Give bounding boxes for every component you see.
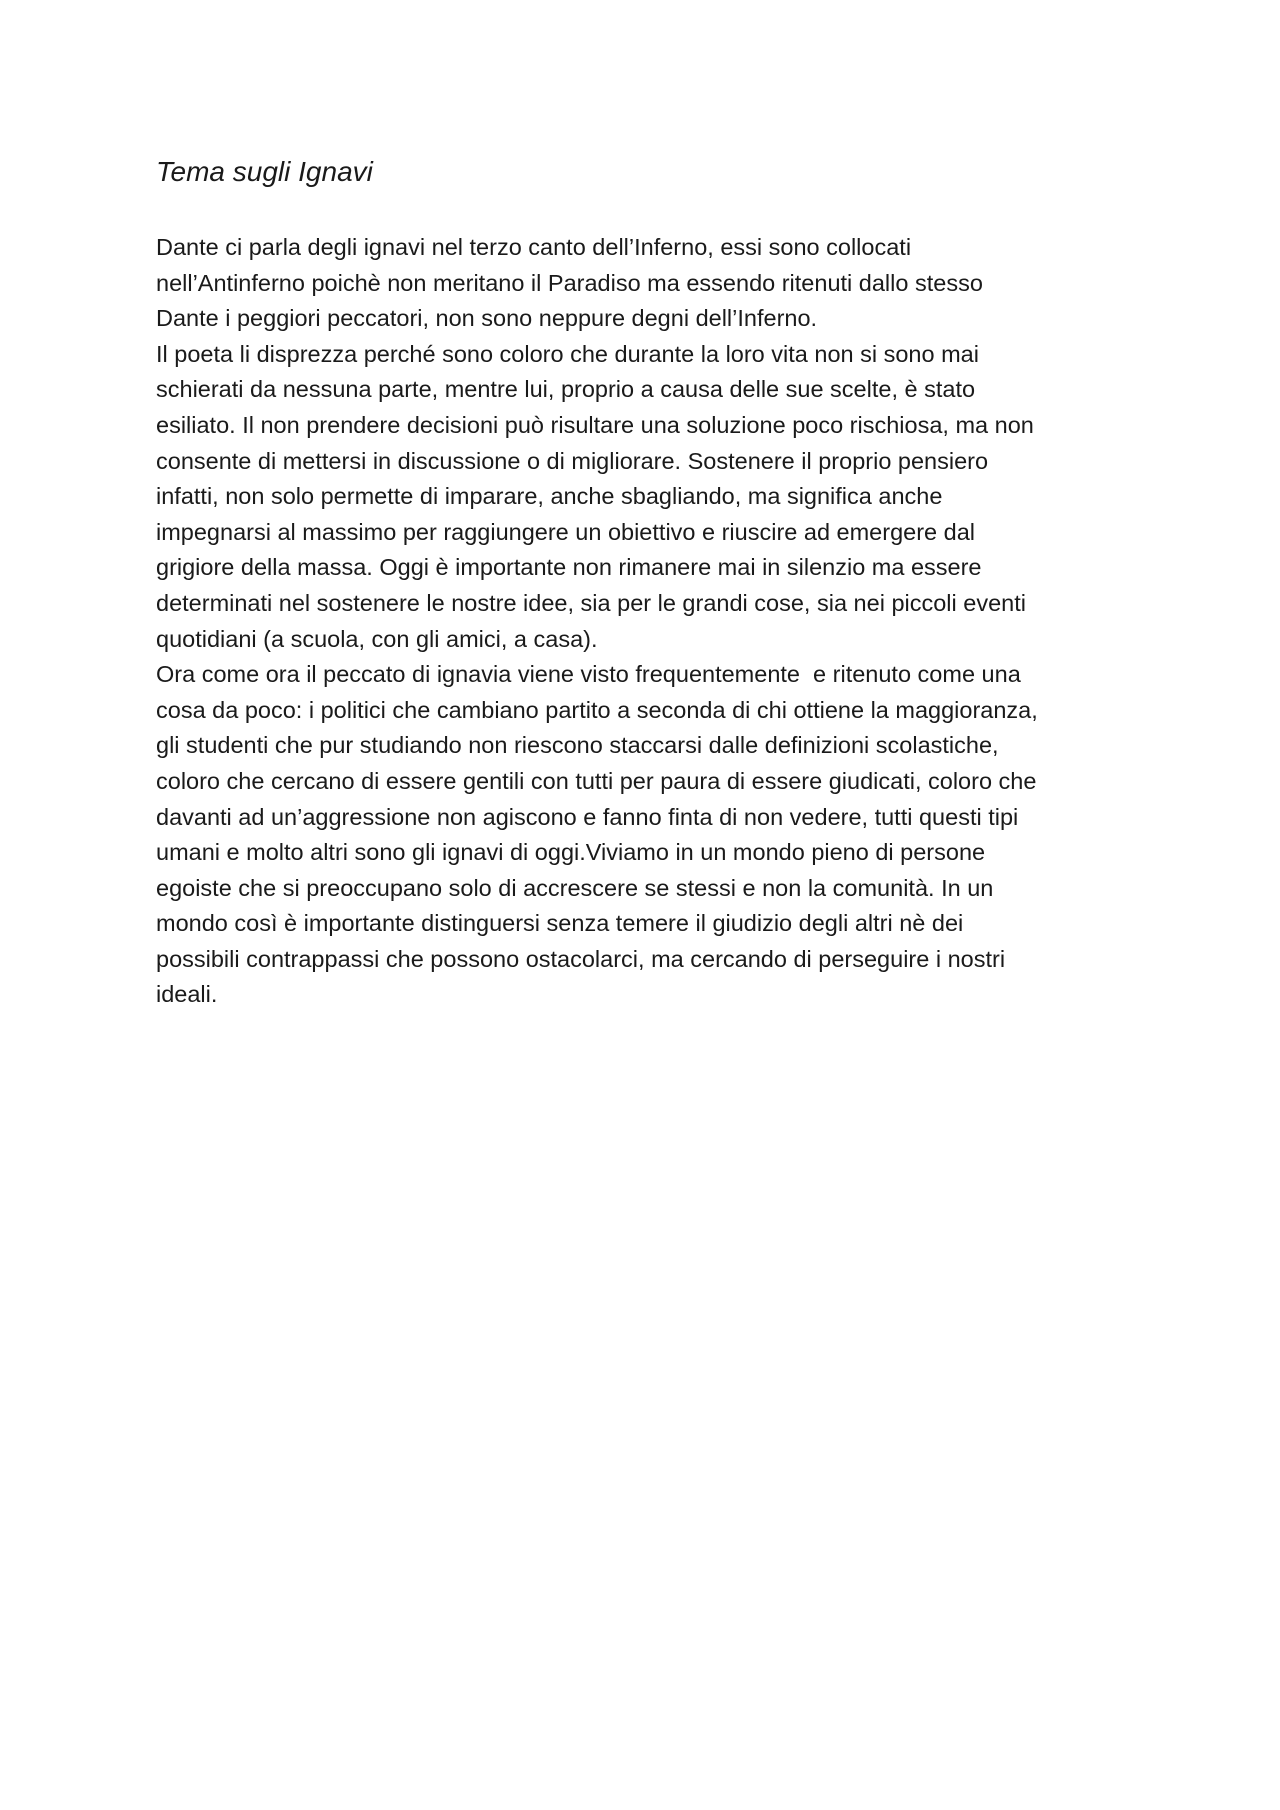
text-line: schierati da nessuna parte, mentre lui, proprio a causa delle sue scelte, è stato xyxy=(156,376,976,403)
text-line: gli studenti che pur studiando non riescono staccarsi dalle definizioni scolastiche, xyxy=(156,732,999,759)
text-line: nell’Antinferno poichè non meritano il Paradiso ma essendo ritenuti dallo stesso xyxy=(156,269,983,296)
text-line: Ora come ora il peccato di ignavia viene visto frequentemente e ritenuto come una xyxy=(156,661,1021,688)
text-line: possibili contrappassi che possono ostacolarci, ma cercando di perseguire i nostri xyxy=(156,945,1006,972)
document-body xyxy=(156,230,1156,1013)
text-line: grigiore della massa. Oggi è importante non rimanere mai in silenzio ma essere xyxy=(156,554,982,581)
text-line: impegnarsi al massimo per raggiungere un obiettivo e riuscire ad emergere dal xyxy=(156,518,976,545)
text-line: Dante ci parla degli ignavi nel terzo canto dell’Inferno, essi sono collocati xyxy=(156,234,912,260)
text-line: ideali. xyxy=(156,981,218,1008)
text-line: determinati nel sostenere le nostre idee, sia per le grandi cose, sia nei piccoli eventi xyxy=(156,589,1026,616)
text-line: esiliato. Il non prendere decisioni può risultare una soluzione poco rischiosa, ma non xyxy=(156,411,1034,438)
text-line: mondo così è importante distinguersi senza temere il giudizio degli altri nè dei xyxy=(156,910,964,937)
text-line: Dante i peggiori peccatori, non sono neppure degni dell’Inferno. xyxy=(156,305,818,332)
document-title: Tema sugli Ignavi xyxy=(156,156,373,187)
text-line: infatti, non solo permette di imparare, anche sbagliando, ma significa anche xyxy=(156,483,943,510)
text-line: quotidiani (a scuola, con gli amici, a casa). xyxy=(156,625,598,652)
text-line: consente di mettersi in discussione o di migliorare. Sostenere il proprio pensiero xyxy=(156,447,989,474)
text-line: egoiste che si preoccupano solo di accrescere se stessi e non la comunità. In un xyxy=(156,874,994,901)
text-line: coloro che cercano di essere gentili con tutti per paura di essere giudicati, coloro che xyxy=(156,767,1037,794)
text-line: umani e molto altri sono gli ignavi di oggi.Viviamo in un mondo pieno di persone xyxy=(156,839,986,866)
text-line: Il poeta li disprezza perché sono coloro che durante la loro vita non si sono mai xyxy=(156,340,979,367)
text-line: cosa da poco: i politici che cambiano partito a seconda di chi ottiene la maggioranza, xyxy=(156,696,1038,723)
text-line: davanti ad un’aggressione non agiscono e fanno finta di non vedere, tutti questi tipi xyxy=(156,803,1019,830)
